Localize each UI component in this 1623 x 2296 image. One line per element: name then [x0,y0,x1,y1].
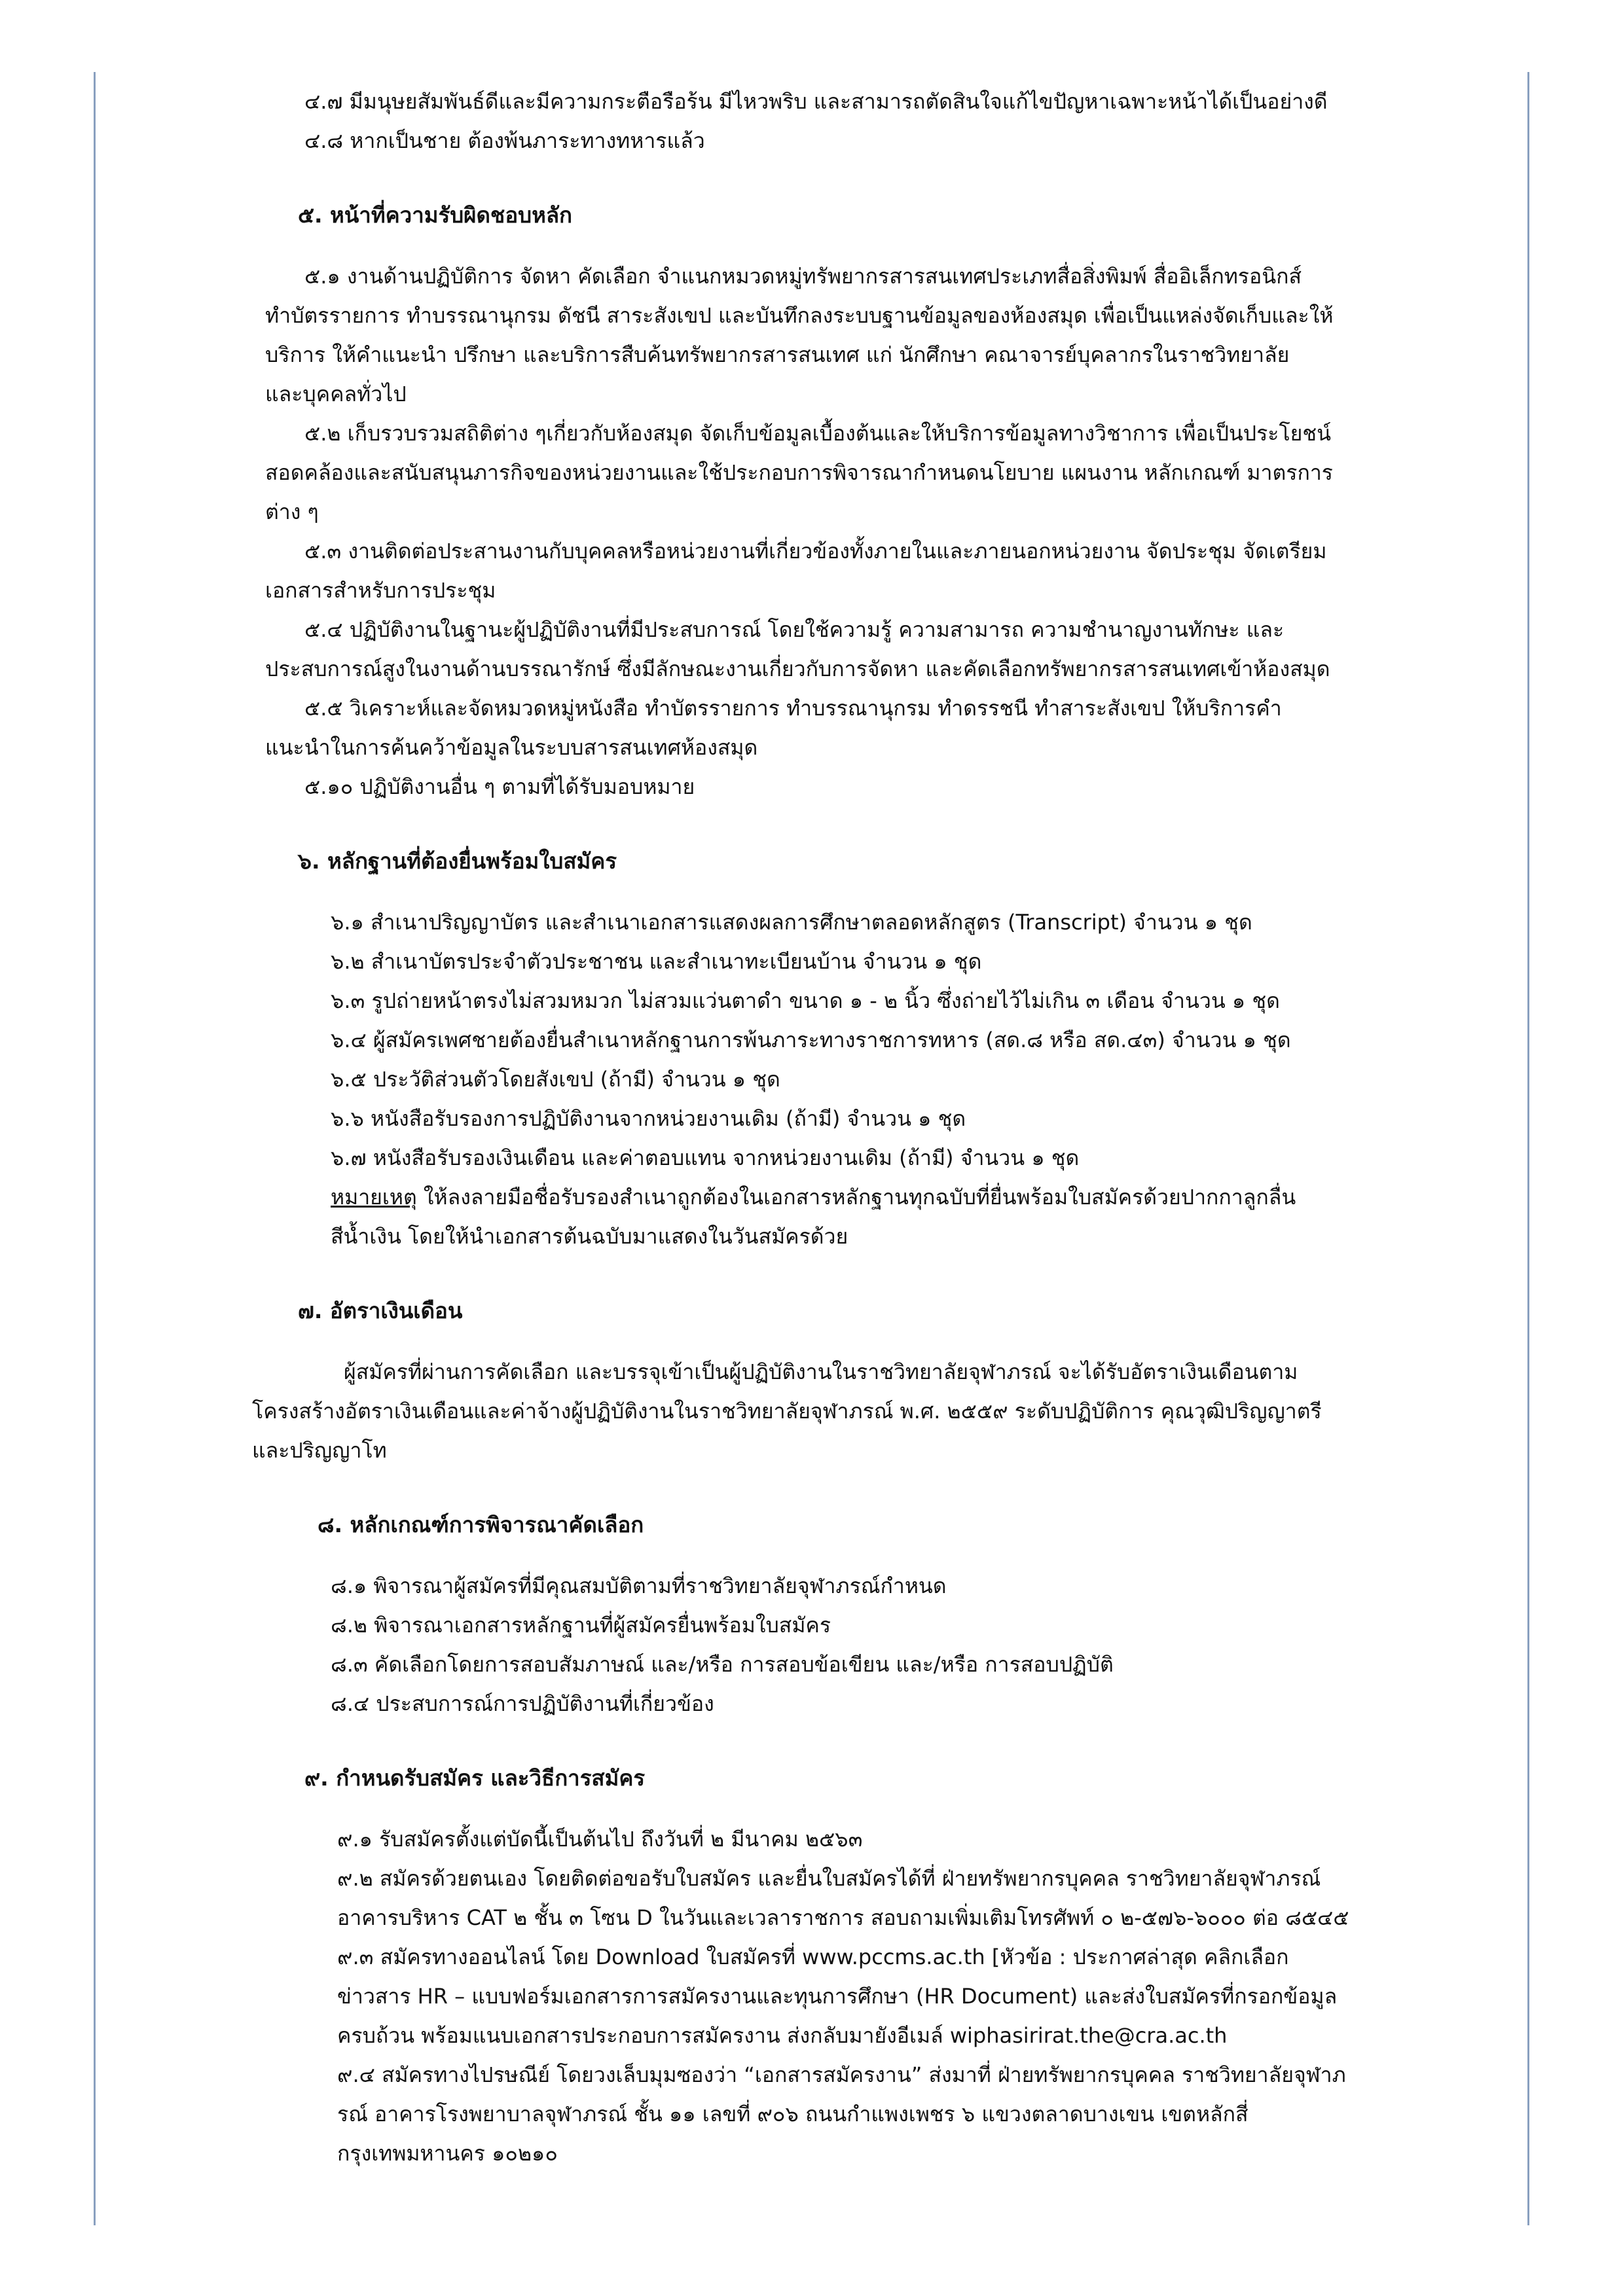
text-line: ๕.๒ เก็บรวบรวมสถิติต่าง ๆเกี่ยวกับห้องสมุด จัดเก็บข้อมูลเบื้องต้นและให้บริการข้อมูลทางวิชาการ เพื่อเป็นประโยชน์ [304,421,1331,446]
text-line: ๙.๔ สมัครทางไปรษณีย์ โดยวงเล็บมุมซองว่า “เอกสารสมัครงาน” ส่งมาที่ ฝ่ายทรัพยากรบุคคล ราชวิทยาลัยจุฬาภ [337,2062,1346,2087]
item-8-3: ๘.๓ คัดเลือกโดยการสอบสัมภาษณ์ และ/หรือ การสอบข้อเขียน และ/หรือ การสอบปฏิบัติ [331,1652,1114,1677]
note-text: ให้ลงลายมือชื่อรับรองสำเนาถูกต้องในเอกสารหลักฐานทุกฉบับที่ยื่นพร้อมใบสมัครด้วยปากกาลูกลื่น [416,1185,1296,1210]
section-9 [252,1759,1431,2173]
item-6-4: ๖.๔ ผู้สมัครเพศชายต้องยื่นสำเนาหลักฐานการพ้นภาระทางราชการทหาร (สด.๘ หรือ สด.๔๓) จำนวน ๑ ชุด [331,1028,1291,1052]
text-line: ทำบัตรรายการ ทำบรรณานุกรม ดัชนี สาระสังเขป และบันทึกลงระบบฐานข้อมูลของห้องสมุด เพื่อเป็นแหล่งจัดเก็บและให้ [265,303,1334,328]
text-line: และบุคคลทั่วไป [265,382,407,406]
section-5-heading: ๕. หน้าที่ความรับผิดชอบหลัก [298,202,573,228]
item-6-5: ๖.๕ ประวัติส่วนตัวโดยสังเขป (ถ้ามี) จำนวน ๑ ชุด [331,1067,780,1092]
text-line: ครบถ้วน พร้อมแนบเอกสารประกอบการสมัครงาน ส่งกลับมายังอีเมล์ wiphasirirat.the@cra.ac.th [337,2023,1228,2048]
section-6-heading: ๖. หลักฐานที่ต้องยื่นพร้อมใบสมัคร [298,848,617,874]
note-label: หมายเหตุ [331,1185,417,1210]
item-8-1: ๘.๑ พิจารณาผู้สมัครที่มีคุณสมบัติตามที่ราชวิทยาลัยจุฬาภรณ์กำหนด [331,1573,947,1598]
paragraph-5-2 [252,414,1431,531]
paragraph-5-3 [252,531,1431,610]
section-7 [252,1291,1431,1470]
section-7-heading: ๗. อัตราเงินเดือน [298,1298,463,1323]
item-9-1: ๙.๑ รับสมัครตั้งแต่บัดนี้เป็นต้นไป ถึงวันที่ ๒ มีนาคม ๒๕๖๓ [337,1827,863,1852]
note-line-2: สีน้ำเงิน โดยให้นำเอกสารต้นฉบับมาแสดงในวันสมัครด้วย [331,1224,848,1249]
item-6-6: ๖.๖ หนังสือรับรองการปฏิบัติงานจากหน่วยงานเดิม (ถ้ามี) จำนวน ๑ ชุด [331,1106,966,1131]
item-6-2: ๖.๒ สำเนาบัตรประจำตัวประชาชน และสำเนาทะเบียนบ้าน จำนวน ๑ ชุด [331,949,982,974]
text-line: สอดคล้องและสนับสนุนภารกิจของหน่วยงานและใช้ประกอบการพิจารณากำหนดนโยบาย แผนงาน หลักเกณฑ์ มาตรการ [265,460,1333,485]
left-margin-rule [94,72,96,2225]
document-page [252,82,1431,2173]
text-line: ๕.๑ งานด้านปฏิบัติการ จัดหา คัดเลือก จำแนกหมวดหมู่ทรัพยากรสารสนเทศประเภทสื่อสิ่งพิมพ์ สื่ออิเล็กทรอนิกส์ [304,264,1302,289]
text-line: ๕.๔ ปฏิบัติงานในฐานะผู้ปฏิบัติงานที่มีประสบการณ์ โดยใช้ความรู้ ความสามารถ ความชำนาญงานทักษะ และ [304,617,1285,642]
text-line: ๙.๓ สมัครทางออนไลน์ โดย Download ใบสมัครที่ www.pccms.ac.th [หัวข้อ : ประกาศล่าสุด คลิกเลือก [337,1945,1289,1969]
item-4-7: ๔.๗ มีมนุษยสัมพันธ์ดีและมีความกระตือรือร้น มีไหวพริบ และสามารถตัดสินใจแก้ไขปัญหาเฉพาะหน้าได้เป็นอย่างดี [304,89,1328,114]
item-6-1: ๖.๑ สำเนาปริญญาบัตร และสำเนาเอกสารแสดงผลการศึกษาตลอดหลักสูตร (Transcript) จำนวน ๑ ชุด [331,910,1252,935]
text-line: รณ์ อาคารโรงพยาบาลจุฬาภรณ์ ชั้น ๑๑ เลขที่ ๙๐๖ ถนนกำแพงเพชร ๖ แขวงตลาดบางเขน เขตหลักสี่ [337,2102,1249,2126]
text-line: ต่าง ๆ [265,499,319,524]
section-8-heading: ๘. หลักเกณฑ์การพิจารณาคัดเลือก [318,1512,644,1537]
right-margin-rule [1527,72,1529,2225]
paragraph-9-2 [252,1859,1431,1937]
item-6-3: ๖.๓ รูปถ่ายหน้าตรงไม่สวมหมวก ไม่สวมแว่นตาดำ ขนาด ๑ - ๒ นิ้ว ซึ่งถ่ายไว้ไม่เกิน ๓ เดือน จำนวน ๑ ชุด [331,988,1280,1013]
text-line: แนะนำในการค้นคว้าข้อมูลในระบบสารสนเทศห้องสมุด [265,735,758,760]
text-line: ข่าวสาร HR – แบบฟอร์มเอกสารการสมัครงานและทุนการศึกษา (HR Document) และส่งใบสมัครที่กรอกข้อมูล [337,1984,1338,2009]
text-line: ผู้สมัครที่ผ่านการคัดเลือก และบรรจุเข้าเป็นผู้ปฏิบัติงานในราชวิทยาลัยจุฬาภรณ์ จะได้รับอัตราเงินเดือนตาม [344,1359,1298,1384]
item-8-4: ๘.๔ ประสบการณ์การปฏิบัติงานที่เกี่ยวข้อง [331,1691,714,1716]
text-line: กรุงเทพมหานคร ๑๐๒๑๐ [337,2141,558,2166]
paragraph-5-5 [252,689,1431,767]
section-4-continuation [252,82,1431,160]
text-line: ๙.๒ สมัครด้วยตนเอง โดยติดต่อขอรับใบสมัคร และยื่นใบสมัครได้ที่ ฝ่ายทรัพยากรบุคคล ราชวิทยาลัยจุฬาภรณ์ [337,1866,1321,1891]
section-5 [252,196,1431,806]
section-6 [252,842,1431,1256]
paragraph-5-10: ๕.๑๐ ปฏิบัติงานอื่น ๆ ตามที่ได้รับมอบหมาย [304,774,695,799]
item-6-7: ๖.๗ หนังสือรับรองเงินเดือน และค่าตอบแทน จากหน่วยงานเดิม (ถ้ามี) จำนวน ๑ ชุด [331,1145,1080,1170]
note-line-1 [252,1177,1431,1217]
item-8-2: ๘.๒ พิจารณาเอกสารหลักฐานที่ผู้สมัครยื่นพร้อมใบสมัคร [331,1613,831,1638]
text-line: โครงสร้างอัตราเงินเดือนและค่าจ้างผู้ปฏิบัติงานในราชวิทยาลัยจุฬาภรณ์ พ.ศ. ๒๕๕๙ ระดับปฏิบัติการ คุณวุฒิปริญญาตรี [252,1399,1322,1424]
paragraph-5-1 [252,257,1431,414]
text-line: ๕.๓ งานติดต่อประสานงานกับบุคคลหรือหน่วยงานที่เกี่ยวข้องทั้งภายในและภายนอกหน่วยงาน จัดประชุม จัดเตรียม [304,539,1327,564]
text-line: ประสบการณ์สูงในงานด้านบรรณารักษ์ ซึ่งมีลักษณะงานเกี่ยวกับการจัดหา และคัดเลือกทรัพยากรสารสนเทศเข้าห้องสมุด [265,656,1330,681]
text-line: อาคารบริหาร CAT ๒ ชั้น ๓ โซน D ในวันและเวลาราชการ สอบถามเพิ่มเติมโทรศัพท์ ๐ ๒-๕๗๖-๖๐๐๐ ต่อ ๘๕๔๕ [337,1905,1349,1930]
text-line: และปริญญาโท [252,1438,387,1463]
text-line: บริการ ให้คำแนะนำ ปรึกษา และบริการสืบค้นทรัพยากรสารสนเทศ แก่ นักศึกษา คณาจารย์บุคลากรในราชวิทยาลัย [265,342,1290,367]
text-line: ๕.๕ วิเคราะห์และจัดหมวดหมู่หนังสือ ทำบัตรรายการ ทำบรรณานุกรม ทำดรรชนี ทำสาระสังเขป ให้บริการคำ [304,696,1282,721]
text-line: เอกสารสำหรับการประชุม [265,578,496,603]
paragraph-5-4 [252,610,1431,689]
paragraph-9-4 [252,2055,1431,2173]
section-8 [252,1505,1431,1723]
section-9-heading: ๙. กำหนดรับสมัคร และวิธีการสมัคร [304,1765,646,1791]
item-4-8: ๔.๘ หากเป็นชาย ต้องพ้นภาระทางทหารแล้ว [304,128,705,153]
paragraph-9-3 [252,1937,1431,2055]
